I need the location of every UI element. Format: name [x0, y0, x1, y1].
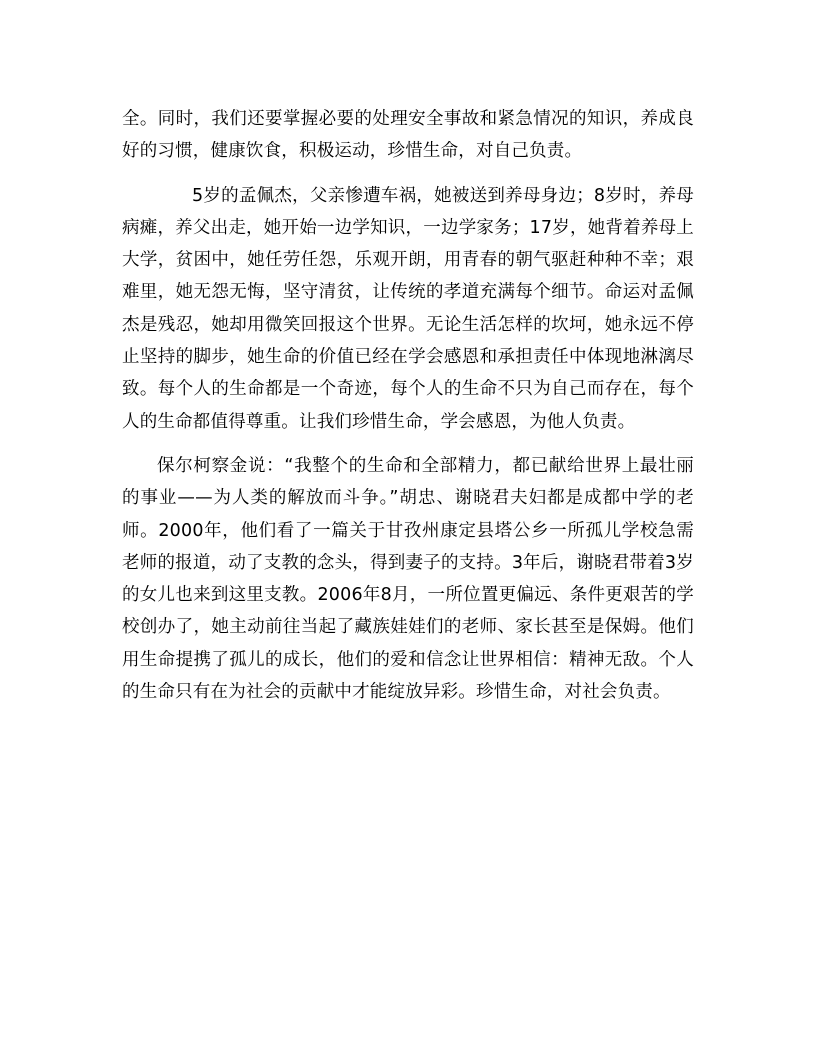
- document-body: [122, 103, 694, 708]
- paragraph-korchagin-quote: 保尔柯察金说：“我整个的生命和全部精力，都已献给世界上最壮丽的事业——为人类的解放而斗争。”胡忠、谢晓君夫妇都是成都中学的老师。2000年，他们看了一篇关于甘孜州康定县塔公乡一所孤儿学校急需老师的报道，动了支教的念头，得到妻子的支持。3年后，谢晓君带着3岁的女儿也来到这里支教。2006年8月，一所位置更偏远、条件更艰苦的学校创办了，她主动前往当起了藏族娃娃们的老师、家长甚至是保姆。他们用生命提携了孤儿的成长，他们的爱和信念让世界相信：精神无敌。个人的生命只有在为社会的贡献中才能绽放异彩。珍惜生命，对社会负责。: [122, 455, 694, 703]
- paragraph-meng-peijie: 5岁的孟佩杰，父亲惨遭车祸，她被送到养母身边；8岁时，养母病瘫，养父出走，她开始一边学知识，一边学家务；17岁，她背着养母上大学，贫困中，她任劳任怨，乐观开朗，用青春的朝气驱赶种种不幸；艰难里，她无怨无悔，坚守清贫，让传统的孝道充满每个细节。命运对孟佩杰是残忍，她却用微笑回报这个世界。无论生活怎样的坎坷，她永远不停止坚持的脚步，她生命的价值已经在学会感恩和承担责任中体现地淋漓尽致。每个人的生命都是一个奇迹，每个人的生命不只为自己而存在，每个人的生命都值得尊重。让我们珍惜生命，学会感恩，为他人负责。: [122, 185, 694, 432]
- paragraph-continuation: 全。同时，我们还要掌握必要的处理安全事故和紧急情况的知识，养成良好的习惯，健康饮食，积极运动，珍惜生命，对自己负责。: [122, 109, 694, 162]
